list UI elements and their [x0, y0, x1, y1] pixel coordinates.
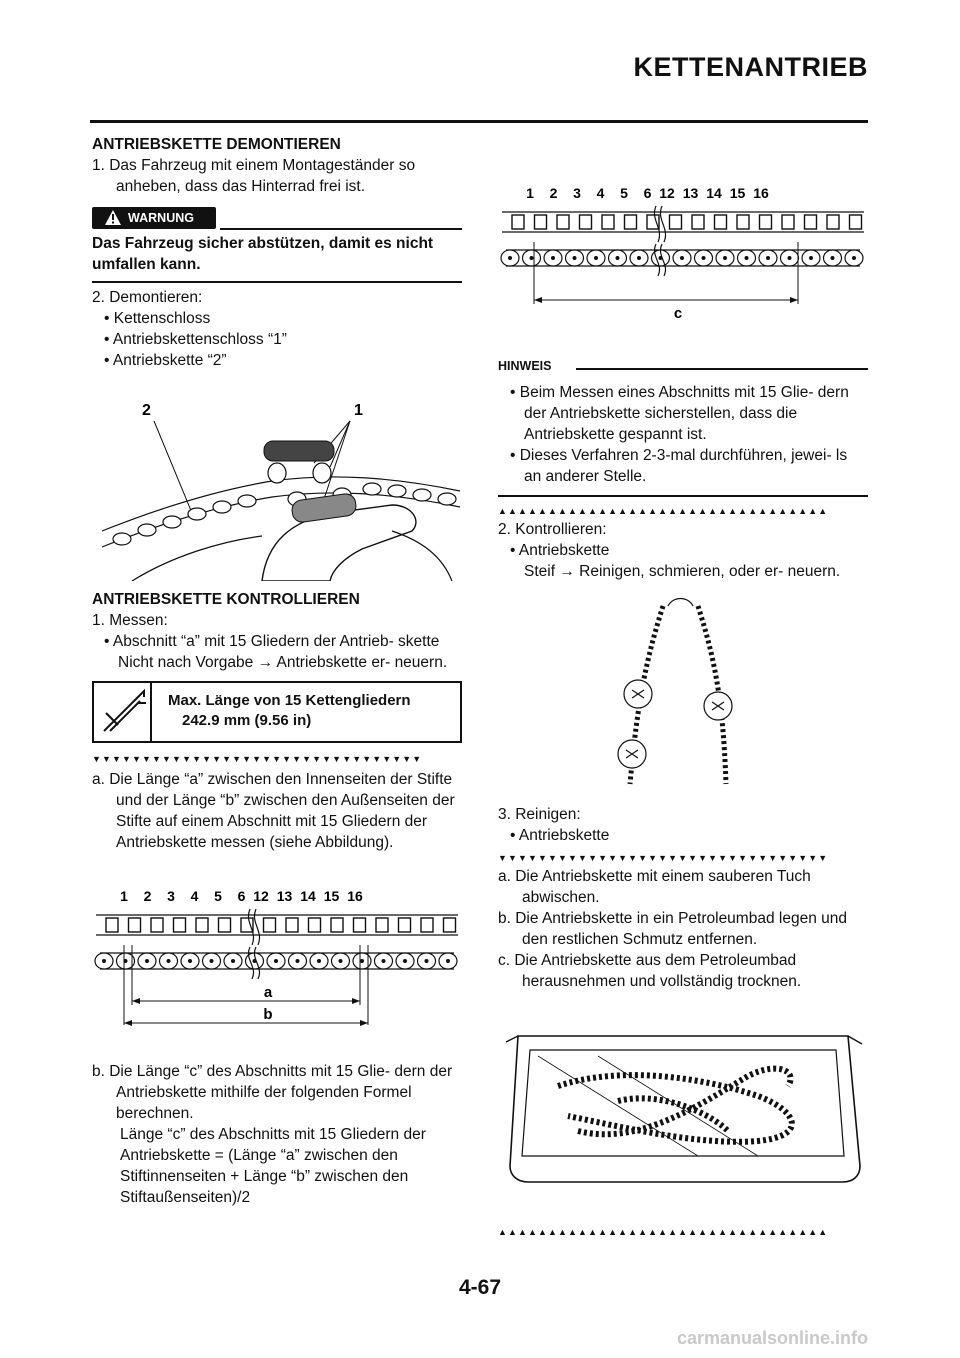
- check-bullet: • Antriebskette: [510, 542, 610, 559]
- spec-icon-cell: [94, 683, 152, 741]
- chain-link-number: 13: [682, 185, 699, 201]
- remove-bullet-2: • Antriebskettenschloss “1”: [104, 331, 287, 348]
- chain-link-number: 15: [323, 888, 340, 904]
- hinweis-label: HINWEIS: [498, 359, 552, 373]
- warning-rule: [220, 228, 462, 230]
- spec-line-2: 242.9 mm (9.56 in): [182, 712, 312, 729]
- hinweis-rule: [576, 368, 868, 370]
- chain-plate: [715, 215, 727, 229]
- warning-badge: [92, 207, 216, 229]
- dim-label-b: b: [263, 1006, 273, 1023]
- chain-plate: [782, 215, 794, 229]
- clean-item-a: a. Die Antriebskette mit einem sauberen Tuch abwischen.: [498, 868, 811, 906]
- measure-note: Nicht nach Vorgabe → Antriebskette er- neuern.: [118, 654, 448, 671]
- chain-link-number: 12: [253, 888, 269, 904]
- chain-plate: [557, 215, 569, 229]
- chain-link-number: 16: [347, 888, 363, 904]
- spec-line-1: Max. Länge von 15 Kettengliedern: [168, 692, 411, 709]
- chain-plate: [129, 918, 141, 932]
- hinweis-header: [498, 356, 868, 374]
- chain-link-number: 4: [596, 185, 605, 201]
- chain-plate: [850, 215, 862, 229]
- warning-header: [92, 207, 462, 231]
- chain-link-number: 4: [190, 888, 199, 904]
- chain-plate: [151, 918, 163, 932]
- check-step-2: 2. Kontrollieren:: [498, 521, 607, 538]
- chain-link-number: 13: [276, 888, 293, 904]
- chain-link-number: 5: [620, 185, 628, 201]
- right-column: [498, 180, 868, 1238]
- chain-plate: [196, 918, 208, 932]
- fig-label-2: 2: [142, 402, 151, 419]
- chain-plate: [737, 215, 749, 229]
- procedure-start-marker-2: ▼▼▼▼▼▼▼▼▼▼▼▼▼▼▼▼▼▼▼▼▼▼▼▼▼▼▼▼▼▼▼▼▼: [498, 853, 829, 863]
- header-rule: [90, 120, 868, 123]
- clean-step-3: 3. Reinigen:: [498, 806, 581, 823]
- chain-plate: [264, 918, 276, 932]
- chain-plate: [692, 215, 704, 229]
- caliper-icon: [94, 683, 150, 741]
- chain-plate: [106, 918, 118, 932]
- fig-label-1: 1: [354, 402, 363, 419]
- procedure-start-marker: ▼▼▼▼▼▼▼▼▼▼▼▼▼▼▼▼▼▼▼▼▼▼▼▼▼▼▼▼▼▼▼▼▼: [92, 754, 423, 764]
- chain-plate: [625, 215, 637, 229]
- chain-plate: [512, 215, 524, 229]
- page-title: KETTENANTRIEB: [633, 52, 868, 82]
- clean-item-c: c. Die Antriebskette aus dem Petroleumbad herausnehmen und vollständig trocknen.: [498, 952, 802, 990]
- chain-plate: [805, 215, 817, 229]
- hinweis-item-1: • Beim Messen eines Abschnitts mit 15 Glie- dern der Antriebskette sicherstellen, dass die Antriebskette gespannt ist.: [510, 384, 849, 443]
- spec-box: [92, 681, 462, 743]
- chain-link-number: 2: [143, 888, 152, 904]
- remove-bullet-1: • Kettenschloss: [104, 310, 211, 327]
- remove-step-2: 2. Demontieren:: [92, 289, 203, 306]
- warning-text: Das Fahrzeug sicher abstützen, damit es nicht umfallen kann.: [92, 233, 462, 283]
- left-column: [92, 134, 462, 1208]
- chain-plate: [647, 215, 659, 229]
- chain-plate: [399, 918, 411, 932]
- chain-plate: [376, 918, 388, 932]
- clean-bullet: • Antriebskette: [510, 827, 610, 844]
- section-title-check: ANTRIEBSKETTE KONTROLLIEREN: [92, 591, 360, 608]
- warning-triangle-icon: [104, 209, 122, 226]
- chain-plate: [444, 918, 456, 932]
- chain-link-number: 1: [120, 888, 128, 904]
- chain-link-number: 1: [526, 185, 534, 201]
- footer-watermark: carmanualsonline.info: [676, 1328, 868, 1348]
- hinweis-end-rule: [498, 495, 868, 497]
- chain-removal-illustration: [92, 381, 462, 581]
- chain-measurement-diagram-c: [498, 180, 868, 330]
- chain-plate: [241, 918, 253, 932]
- spec-text: [168, 691, 411, 731]
- chain-plate: [309, 918, 321, 932]
- chain-plate: [670, 215, 682, 229]
- chain-plate: [535, 215, 547, 229]
- measure-step-1: 1. Messen:: [92, 612, 168, 629]
- chain-link-number: 3: [573, 185, 581, 201]
- chain-plate: [827, 215, 839, 229]
- measure-item-b: b. Die Länge “c” des Abschnitts mit 15 Glie- dern der Antriebskette mithilfe der folgenden Formel berechnen.: [92, 1063, 453, 1122]
- chain-link-number: 16: [753, 185, 769, 201]
- chain-plate: [760, 215, 772, 229]
- hinweis-item-2: • Dieses Verfahren 2-3-mal durchführen, jewei- ls an anderer Stelle.: [510, 447, 848, 485]
- chain-link-number: 5: [214, 888, 222, 904]
- chain-link-number: 12: [659, 185, 675, 201]
- chain-plate: [354, 918, 366, 932]
- dim-label-a: a: [263, 984, 273, 1001]
- clean-item-b: b. Die Antriebskette in ein Petroleumbad legen und den restlichen Schmutz entfernen.: [498, 910, 847, 948]
- chain-link-number: 3: [167, 888, 175, 904]
- chain-link-number: 14: [706, 185, 722, 201]
- chain-plate: [174, 918, 186, 932]
- procedure-end-marker-2: ▲▲▲▲▲▲▲▲▲▲▲▲▲▲▲▲▲▲▲▲▲▲▲▲▲▲▲▲▲▲▲▲▲: [498, 1227, 829, 1237]
- page-number: 4-67: [458, 1276, 502, 1299]
- procedure-end-marker-1: ▲▲▲▲▲▲▲▲▲▲▲▲▲▲▲▲▲▲▲▲▲▲▲▲▲▲▲▲▲▲▲▲▲: [498, 506, 829, 516]
- chain-link-number: 15: [729, 185, 746, 201]
- chain-link-number: 6: [237, 888, 246, 904]
- remove-bullet-3: • Antriebskette “2”: [104, 352, 227, 369]
- chain-link-number: 14: [300, 888, 316, 904]
- measure-item-a: a. Die Länge “a” zwischen den Innenseiten der Stifte und der Länge “b” zwischen den Außenseiten der Stifte auf einem Abschnitt mit 15 Gliedern der Antriebskette messen (siehe Abbildung).: [92, 771, 455, 851]
- chain-link-number: 2: [549, 185, 558, 201]
- check-note: Steif → Reinigen, schmieren, oder er- neuern.: [524, 563, 841, 580]
- remove-step-1: 1. Das Fahrzeug mit einem Montageständer so anheben, dass das Hinterrad frei ist.: [92, 157, 416, 195]
- chain-plate: [219, 918, 231, 932]
- section-title-remove: ANTRIEBSKETTE DEMONTIEREN: [92, 136, 341, 153]
- dim-label-c: c: [673, 305, 683, 322]
- petroleum-bath-illustration: [498, 1016, 868, 1196]
- measure-formula: Länge “c” des Abschnitts mit 15 Gliedern der Antriebskette = (Länge “a” zwischen den Stiftinnenseiten + Länge “b” zwischen den Stiftaußenseiten)/2: [120, 1126, 426, 1206]
- chain-plate: [602, 215, 614, 229]
- warning-label: WARNUNG: [128, 211, 194, 225]
- chain-plate: [286, 918, 298, 932]
- chain-plate: [331, 918, 343, 932]
- stiff-chain-illustration: [498, 594, 868, 794]
- chain-measurement-diagram-ab: [92, 883, 462, 1033]
- chain-plate: [421, 918, 433, 932]
- chain-link-number: 6: [643, 185, 652, 201]
- chain-plate: [580, 215, 592, 229]
- measure-bullet: • Abschnitt “a” mit 15 Gliedern der Antrieb- skette: [104, 633, 440, 650]
